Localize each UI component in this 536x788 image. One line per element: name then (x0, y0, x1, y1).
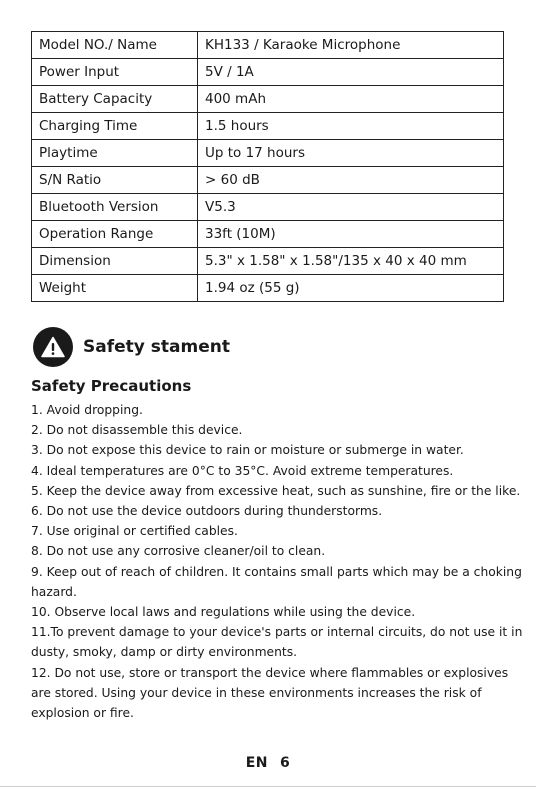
spec-label: Charging Time (32, 113, 198, 140)
precaution-line: dusty, smoky, damp or dirty environments. (31, 645, 298, 660)
spec-row (32, 59, 504, 86)
spec-row (32, 221, 504, 248)
precaution-line: 6. Do not use the device outdoors during thunderstorms. (31, 504, 383, 519)
spec-row (32, 140, 504, 167)
spec-label: Battery Capacity (32, 86, 198, 113)
page-footer (0, 755, 536, 771)
spec-value: KH133 / Karaoke Microphone (198, 32, 504, 59)
precaution-line: are stored. Using your device in these environments increases the risk of (31, 685, 482, 700)
safety-title: Safety stament (83, 337, 230, 357)
warning-triangle-icon (41, 336, 65, 358)
spec-row (32, 113, 504, 140)
spec-row (32, 194, 504, 221)
precaution-line: 1. Avoid dropping. (31, 403, 143, 417)
precaution-line: 3. Do not expose this device to rain or moisture or submerge in water. (31, 443, 464, 458)
precaution-line: 10. Observe local laws and regulations while using the device. (31, 605, 416, 620)
spec-label: Power Input (32, 59, 198, 86)
spec-value: 5.3" x 1.58" x 1.58"/135 x 40 x 40 mm (198, 248, 504, 275)
spec-value: 5V / 1A (198, 59, 504, 86)
spec-value: 33ft (10M) (198, 221, 504, 248)
spec-label: Model NO./ Name (32, 32, 198, 59)
spec-label: Dimension (32, 248, 198, 275)
precautions-title: Safety Precautions (31, 377, 192, 395)
precaution-line: 4. Ideal temperatures are 0°C to 35°C. Avoid extreme temperatures. (31, 463, 454, 478)
spec-row (32, 167, 504, 194)
precaution-line: 11.To prevent damage to your device's parts or internal circuits, do not use it in (31, 625, 523, 640)
precaution-line: 2. Do not disassemble this device. (31, 423, 243, 438)
warning-icon (33, 327, 73, 367)
precaution-line: 8. Do not use any corrosive cleaner/oil to clean. (31, 544, 326, 559)
precaution-line: 5. Keep the device away from excessive heat, such as sunshine, fire or the like. (31, 483, 521, 498)
safety-header (33, 327, 230, 367)
spec-label: Playtime (32, 140, 198, 167)
spec-row (32, 248, 504, 275)
spec-row (32, 32, 504, 59)
spec-row (32, 275, 504, 302)
precaution-line: hazard. (31, 584, 77, 599)
spec-value: 400 mAh (198, 86, 504, 113)
spec-table (31, 31, 504, 302)
precautions-list (31, 400, 523, 723)
spec-label: Operation Range (32, 221, 198, 248)
spec-label: S/N Ratio (32, 167, 198, 194)
precaution-line: 12. Do not use, store or transport the device where flammables or explosives (31, 665, 509, 680)
precaution-line: 7. Use original or certified cables. (31, 524, 238, 539)
language-code: EN (245, 755, 269, 771)
spec-value: Up to 17 hours (198, 140, 504, 167)
precaution-line: explosion or fire. (31, 706, 134, 721)
spec-value: 1.5 hours (198, 113, 504, 140)
spec-label: Bluetooth Version (32, 194, 198, 221)
precaution-line: 9. Keep out of reach of children. It contains small parts which may be a choking (31, 564, 522, 579)
spec-label: Weight (32, 275, 198, 302)
spec-value: > 60 dB (198, 167, 504, 194)
bottom-divider (0, 786, 536, 787)
page-number: 6 (280, 755, 291, 771)
spec-row (32, 86, 504, 113)
spec-value: 1.94 oz (55 g) (198, 275, 504, 302)
spec-value: V5.3 (198, 194, 504, 221)
